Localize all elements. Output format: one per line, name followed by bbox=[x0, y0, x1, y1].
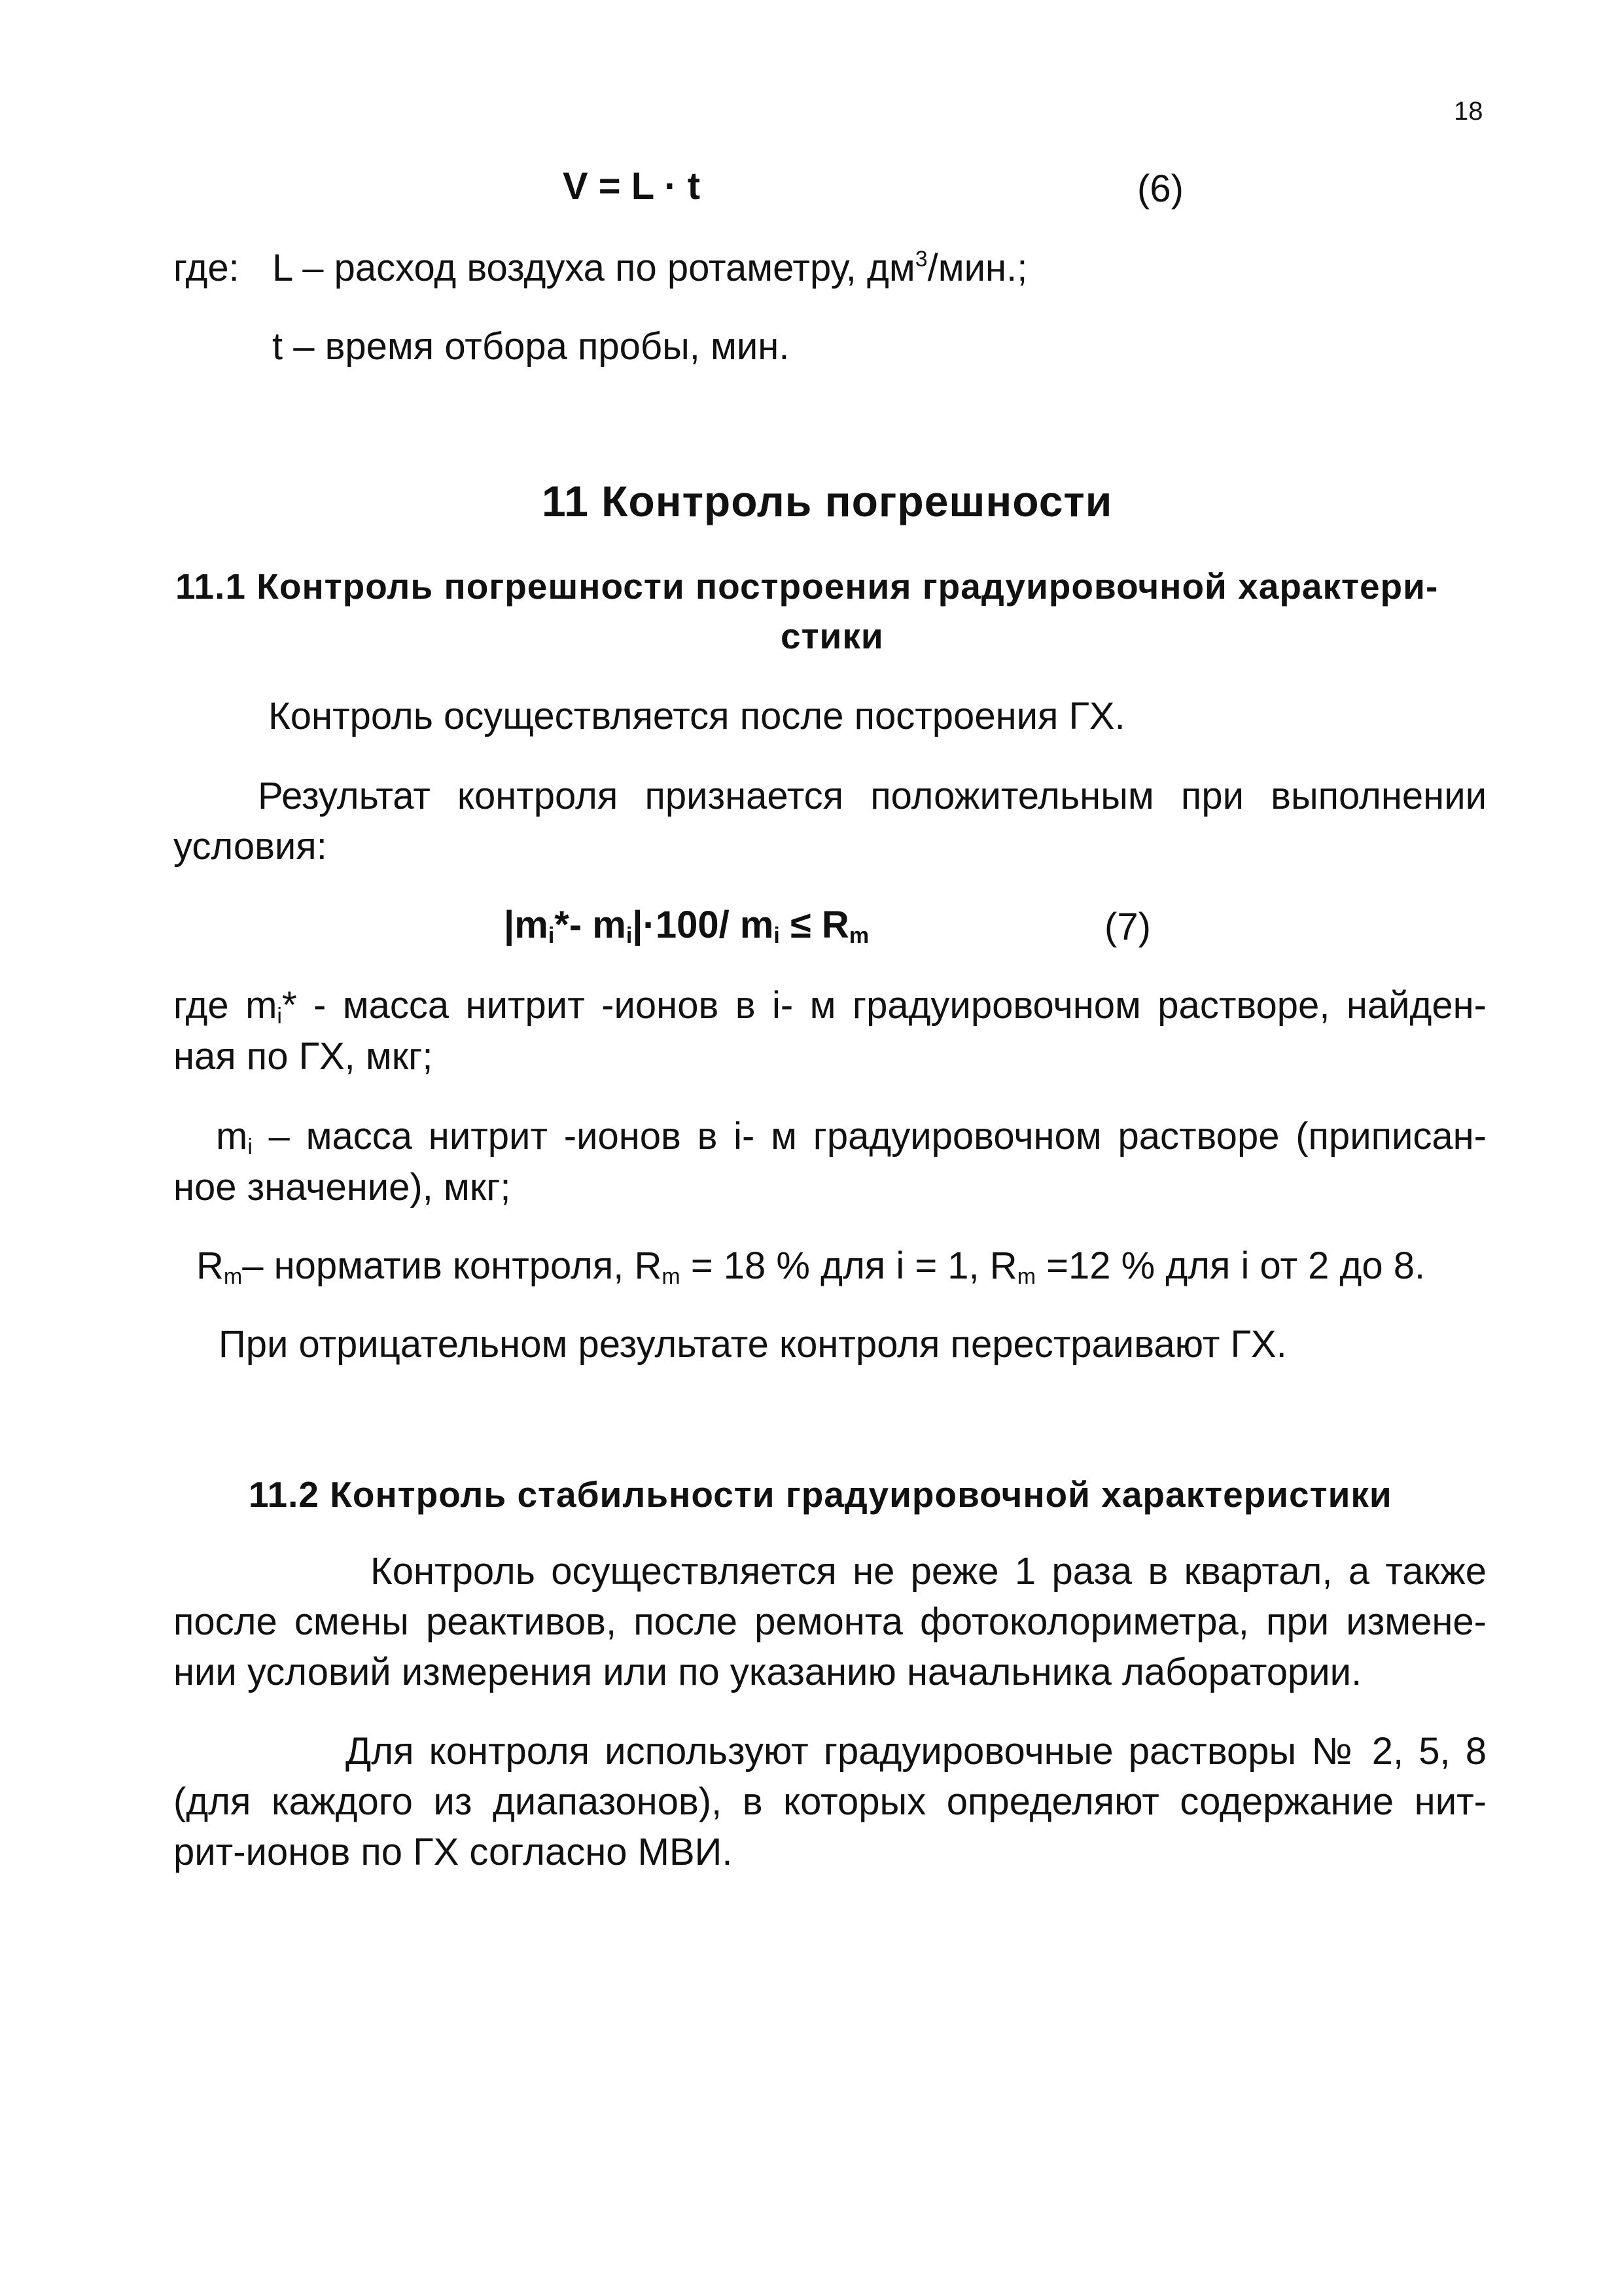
paragraph-result-line2: условия: bbox=[173, 825, 327, 868]
paragraph-control-after-gx: Контроль осуществляется после построения ГХ. bbox=[268, 695, 1125, 737]
definition-rm: $R_m-$ норматив контроля, $R_m = 18$ % для i = 1, $R_m =12$ % для i от 2 до 8. bbox=[196, 1245, 1426, 1289]
paragraph-stability-line2: после смены реактивов, после ремонта фотоколориметра, при измене- bbox=[173, 1600, 1487, 1643]
definition-mi-line2: ное значение), мкг; bbox=[173, 1166, 511, 1209]
formula-7: $|m_i*-$ $m_i|\cdot 100/$ $m_i \le R_m$ bbox=[504, 904, 870, 948]
paragraph-result-line1: Результат контроля признается положительным при выполнении bbox=[258, 775, 1487, 817]
formula-6-number: (6) bbox=[1137, 168, 1184, 210]
formula-6: V = L · t bbox=[563, 165, 701, 207]
section-11-title: 11 Контроль погрешности bbox=[542, 477, 1113, 525]
formula-7-number: (7) bbox=[1104, 906, 1151, 948]
paragraph-solutions-line2: (для каждого из диапазонов), в которых определяют содержание нит- bbox=[173, 1780, 1487, 1823]
section-11-1-title-line2: стики bbox=[781, 616, 884, 656]
definition-mi-line1: $m_i$ – масса нитрит -ионов в i- м градуировочном растворе (приписан- bbox=[216, 1115, 1487, 1159]
definition-mi-star-line2: ная по ГХ, мкг; bbox=[173, 1035, 433, 1078]
definition-L: L – расход воздуха по ротаметру, $дм^3$/мин.; bbox=[272, 247, 1028, 289]
paragraph-stability-line1: Контроль осуществляется не реже 1 раза в квартал, а также bbox=[370, 1550, 1487, 1593]
section-11-1-title-line1: 11.1 Контроль погрешности построения градуировочной характери- bbox=[175, 566, 1439, 607]
definition-t: t – время отбора пробы, мин. bbox=[272, 325, 790, 368]
paragraph-solutions-line1: Для контроля используют градуировочные растворы № 2, 5, 8 bbox=[345, 1730, 1487, 1773]
where-label: где: bbox=[173, 247, 239, 289]
paragraph-solutions-line3: рит-ионов по ГХ согласно МВИ. bbox=[173, 1831, 733, 1873]
definition-mi-star-line1: где $m_i*$ - масса нитрит -ионов в i- м градуировочном растворе, найден- bbox=[173, 984, 1487, 1029]
section-11-2-title: 11.2 Контроль стабильности градуировочной характеристики bbox=[249, 1474, 1392, 1515]
paragraph-negative-result: При отрицательном результате контроля перестраивают ГХ. bbox=[219, 1323, 1287, 1366]
paragraph-stability-line3: нии условий измерения или по указанию начальника лаборатории. bbox=[173, 1651, 1362, 1693]
page-number: 18 bbox=[1454, 97, 1483, 126]
